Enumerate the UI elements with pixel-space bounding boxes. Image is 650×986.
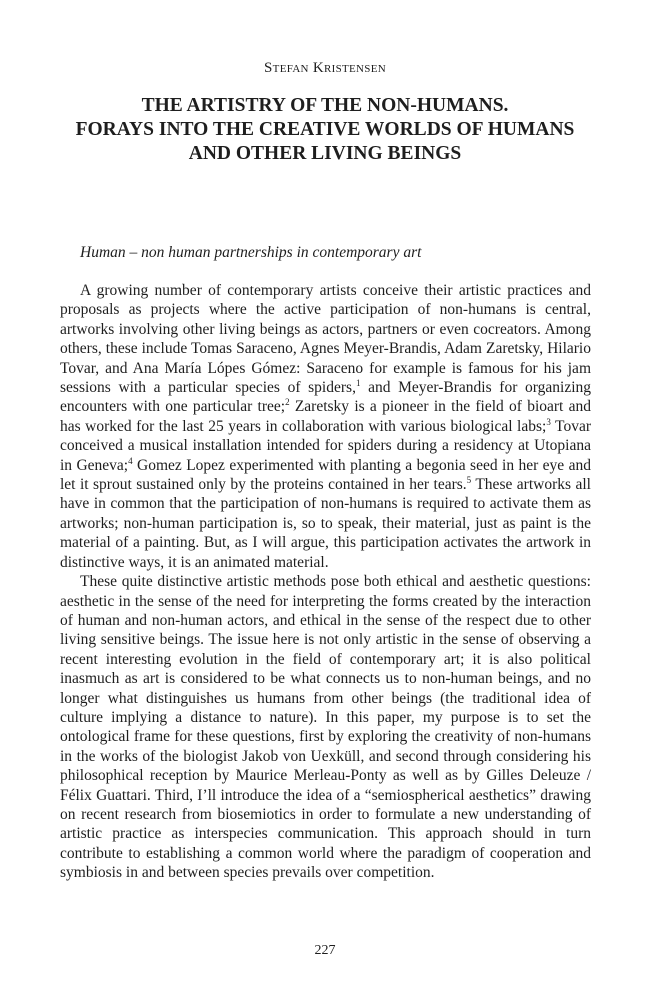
article-title xyxy=(60,94,590,166)
page-number: 227 xyxy=(314,943,336,958)
footnote-ref[interactable]: 4 xyxy=(128,455,133,466)
running-header-author: Stefan Kristensen xyxy=(264,60,386,76)
section-heading: Human – non human partnerships in contemporary art xyxy=(80,244,422,261)
footnote-ref[interactable]: 3 xyxy=(546,416,551,427)
title-line: AND OTHER LIVING BEINGS xyxy=(188,143,462,164)
paragraph-text: A growing number of contemporary artists conceive their artistic practices and proposals as projects where the active participation of non-humans is central, artworks involving other living beings as actors, partners or even cocreators. Among others, these include Tomas Saraceno, Agnes Meyer-Brandis, Adam Zaretsky, Hilario Tovar, and Ana María Lópes Gómez: Saraceno for example is famous for his jam sessions with a particular species of spiders, xyxy=(60,282,591,397)
body-text xyxy=(60,281,591,883)
paragraph xyxy=(60,281,591,572)
title-line: FORAYS INTO THE CREATIVE WORLDS OF HUMANS xyxy=(75,119,575,140)
title-line: THE ARTISTRY OF THE NON-HUMANS. xyxy=(141,95,509,116)
paragraph-text: Tovar conceived a musical installation intended for spiders during a residency at Utopiana in Geneva; xyxy=(60,417,591,474)
footnote-ref[interactable]: 2 xyxy=(285,397,290,408)
paragraph-text: Zaretsky is a pioneer in the field of bioart and has worked for the last 25 years in collaboration with various biological labs; xyxy=(60,398,591,435)
paragraph-text: Gomez Lopez experimented with planting a begonia seed in her eye and let it sprout sustained only by the proteins contained in her tears. xyxy=(60,456,591,494)
footnote-ref[interactable]: 1 xyxy=(355,377,361,388)
paragraph-text: and Meyer-Brandis for organizing encounters with one particular tree; xyxy=(60,379,592,416)
paragraph-text: These artworks all have in common that the participation of non-humans is required to activate them as artworks; non-human participation is, so to speak, their material, just as paint is the material of a painting. But, as I will argue, this participation activates the artwork in distinctive ways, it is an animated material. xyxy=(60,476,591,571)
paragraph: These quite distinctive artistic methods pose both ethical and aesthetic questions: aesthetic in the sense of the need for interpreting the forms created by the interaction of human and non-human actors, and ethical in the sense of the respect due to other living sensitive beings. The issue here is not only artistic in the sense of observing a recent interesting evolution in the field of contemporary art; it is also political inasmuch as art is considered to be what connects us to non-human beings, and no longer what distinguishes us humans from other beings (the traditional idea of culture implying a distance to nature). In this paper, my purpose is to set the ontological frame for these questions, first by exploring the creativity of non-humans in the works of the biologist Jakob von Uexküll, and second through considering his philosophical reception by Maurice Merleau-Ponty as well as by Gilles Deleuze / Félix Guattari. Third, I’ll introduce the idea of a “semiospherical aesthetics” drawing on recent research from biosemiotics in order to formulate a new understanding of artistic practice as interspecies communication. This approach should in turn contribute to establishing a common world where the paradigm of cooperation and symbiosis in and between species prevails over competition. xyxy=(60,573,591,882)
footnote-ref[interactable]: 5 xyxy=(466,474,472,485)
